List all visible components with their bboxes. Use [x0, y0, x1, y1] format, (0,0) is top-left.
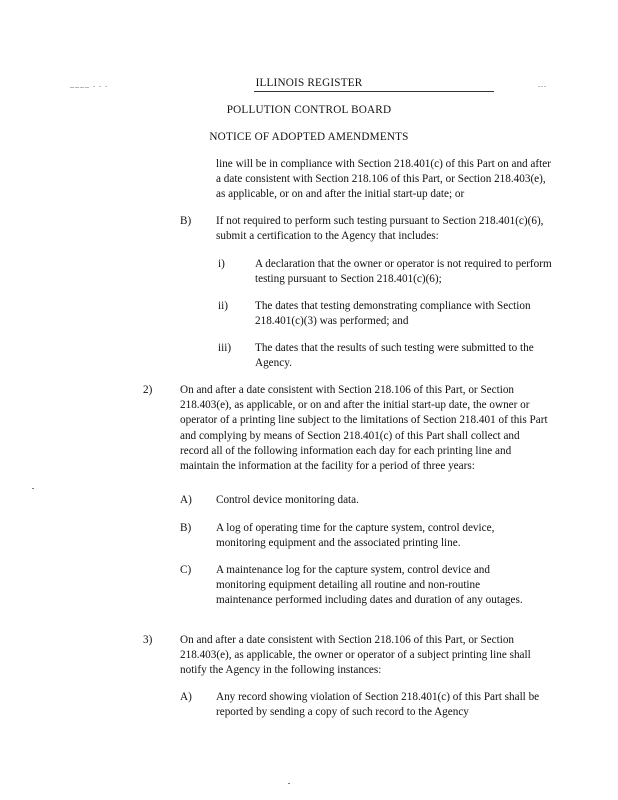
subitem-iii-text: The dates that the results of such testing were submitted to the Agency.	[255, 342, 534, 370]
subitem-i-text: A declaration that the owner or operator is not required to perform testing pursuant to Section 218.401(c)(6);	[255, 258, 552, 286]
notice-title: NOTICE OF ADOPTED AMENDMENTS	[209, 131, 409, 143]
item-2-label: 2)	[143, 384, 153, 396]
item-3-label: 3)	[143, 634, 153, 646]
subitem-iii-label: iii)	[218, 342, 232, 354]
item-2c-label: C)	[180, 564, 192, 576]
register-title: ILLINOIS REGISTER	[255, 77, 363, 89]
continuation-paragraph: line will be in compliance with Section 218.401(c) of this Part on and after a date consistent with Section 218.106 of this Part, or Section 218.403(e), as applicable, or on and after the initial start-up date; or	[216, 158, 551, 201]
register-underline	[254, 91, 494, 92]
item-2b-label: B)	[180, 522, 192, 534]
subitem-ii-text: The dates that testing demonstrating compliance with Section 218.401(c)(3) was performed; and	[255, 300, 531, 328]
board-title: POLLUTION CONTROL BOARD	[226, 104, 392, 116]
header-left-marks: ____ . . .	[70, 80, 108, 89]
item-3a-label: A)	[180, 691, 192, 703]
subitem-i-label: i)	[218, 258, 225, 270]
scan-speck	[288, 783, 290, 784]
item-2c-text: A maintenance log for the capture system, control device and monitoring equipment detailing all routine and non-routine maintenance performed including dates and duration of any outages.	[216, 564, 523, 607]
item-b-text: If not required to perform such testing pursuant to Section 218.401(c)(6), submit a certification to the Agency that includes:	[216, 215, 544, 243]
item-b-label: B)	[180, 215, 192, 227]
item-2-text: On and after a date consistent with Section 218.106 of this Part, or Section 218.403(e), as applicable, or on and after the initial start-up date, the owner or operator of a printing line subject to the limitations of Section 218.401 of this Part and complying by means of Section 218.401(c) of this Part shall collect and record all of the following information each day for each printing line and maintain the information at the facility for a period of three years:	[180, 384, 548, 473]
item-3-text: On and after a date consistent with Section 218.106 of this Part, or Section 218.403(e), as applicable, the owner or operator of a subject printing line shall notify the Agency in the following instances:	[180, 634, 531, 677]
scan-speck	[32, 488, 34, 489]
subitem-ii-label: ii)	[218, 300, 228, 312]
item-2b-text: A log of operating time for the capture system, control device, monitoring equipment and the associated printing line.	[216, 522, 495, 550]
item-2a-text: Control device monitoring data.	[216, 494, 359, 506]
item-2a-label: A)	[180, 494, 192, 506]
item-3a-text: Any record showing violation of Section 218.401(c) of this Part shall be reported by sending a copy of such record to the Agency	[216, 691, 540, 719]
header-right-marks: ...	[538, 80, 547, 89]
